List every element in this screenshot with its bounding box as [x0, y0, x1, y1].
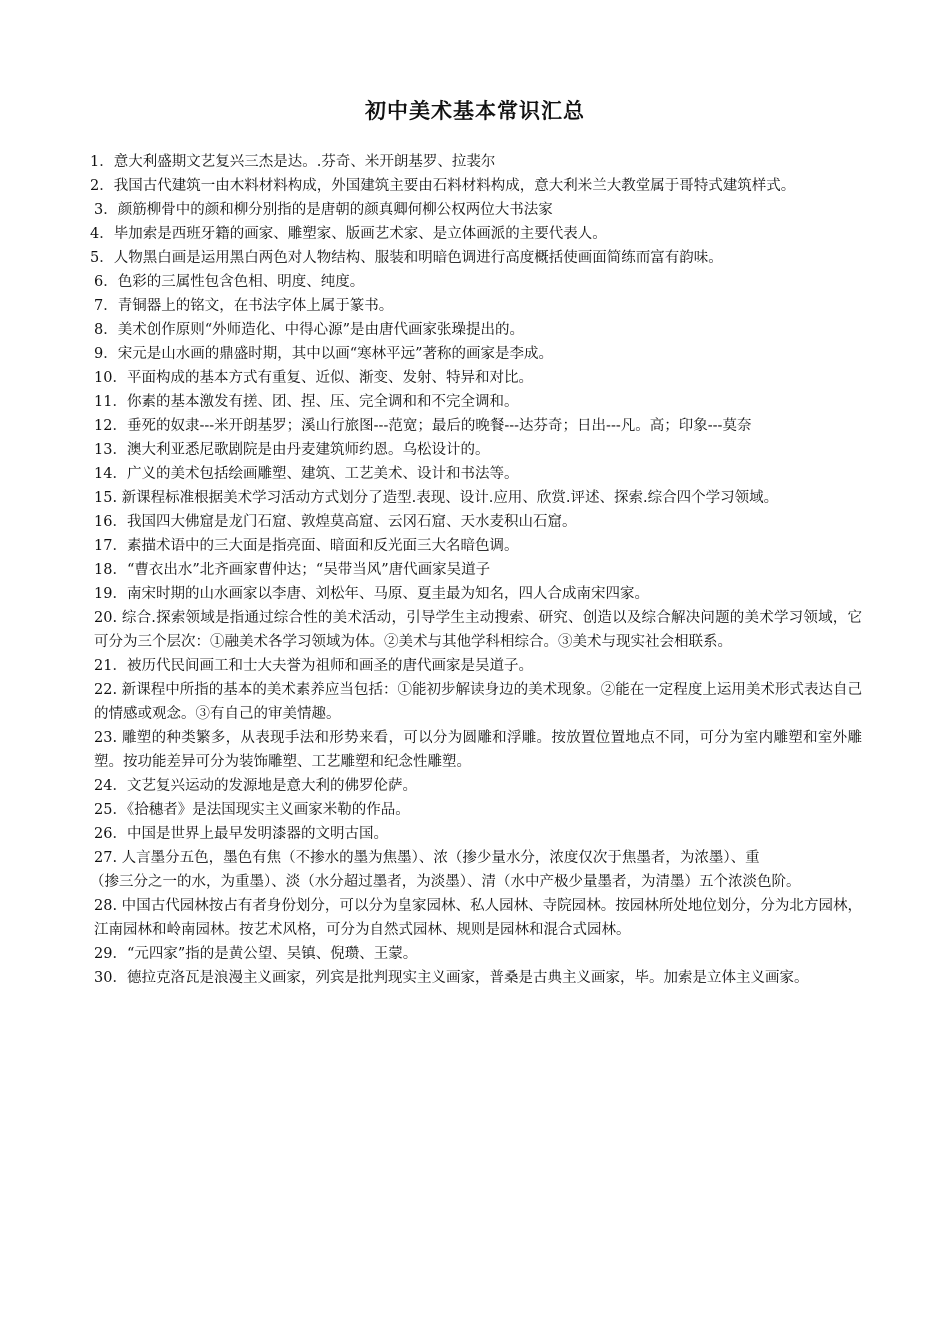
list-item: 9．宋元是山水画的鼎盛时期，其中以画“寒林平远”著称的画家是李成。 [94, 346, 554, 362]
list-item: 18．“曹衣出水”北齐画家曹仲达；“吴带当风”唐代画家吴道子 [94, 562, 491, 578]
list-item: 23. 雕塑的种类繁多，从表现手法和形势来看，可以分为圆雕和浮雕。按放置位置地点不同，可分为室内雕塑和室外雕塑。按功能差异可分为装饰雕塑、工艺雕塑和纪念性雕塑。 [94, 730, 862, 770]
list-item: 28. 中国古代园林按占有者身份划分，可以分为皇家园林、私人园林、寺院园林。按园林所处地位划分，分为北方园林，江南园林和岭南园林。按艺术风格，可分为自然式园林、规则是园林和混合式园林。 [94, 898, 862, 938]
list-item: 5．人物黑白画是运用黑白两色对人物结构、服装和明暗色调进行高度概括使画面简练而富有韵味。 [90, 250, 723, 266]
list-item: （掺三分之一的水，为重墨）、淡（水分超过墨者，为淡墨）、清（水中产极少量墨者，为清墨）五个浓淡色阶。 [90, 874, 801, 890]
list-item: 20. 综合.探索领域是指通过综合性的美术活动，引导学生主动搜索、研究、创造以及综合解决问题的美术学习领域，它可分为三个层次：①融美术各学习领域为体。②美术与其他学科相综合。③美术与现实社会相联系。 [94, 610, 862, 650]
list-item: 30．德拉克洛瓦是浪漫主义画家，列宾是批判现实主义画家，普桑是古典主义画家，毕。加索是立体主义画家。 [94, 970, 809, 986]
list-item: 6．色彩的三属性包含色相、明度、纯度。 [94, 274, 365, 290]
list-item: 1．意大利盛期文艺复兴三杰是达。.芬奇、米开朗基罗、拉裴尔 [90, 154, 496, 170]
list-item: 29．“元四家”指的是黄公望、吴镇、倪瓒、王蒙。 [94, 946, 418, 962]
document-title: 初中美术基本常识汇总 [365, 99, 585, 123]
list-item: 17．素描术语中的三大面是指亮面、暗面和反光面三大名暗色调。 [94, 538, 519, 554]
list-item: 16．我国四大佛窟是龙门石窟、敦煌莫高窟、云冈石窟、天水麦积山石窟。 [94, 514, 577, 530]
list-item: 3．颜筋柳骨中的颜和柳分别指的是唐朝的颜真卿何柳公权两位大书法家 [94, 202, 553, 218]
list-item: 10．平面构成的基本方式有重复、近似、渐变、发射、特异和对比。 [94, 370, 533, 386]
list-item: 2．我国古代建筑一由木料材料构成，外国建筑主要由石料材料构成，意大利米兰大教堂属于哥特式建筑样式。 [90, 178, 796, 194]
list-item: 8．美术创作原则“外师造化、中得心源”是由唐代画家张璪提出的。 [94, 322, 525, 338]
list-item: 27. 人言墨分五色，墨色有焦（不掺水的墨为焦墨）、浓（掺少量水分，浓度仅次于焦墨者，为浓墨）、重 [94, 850, 760, 866]
list-item: 15. 新课程标准根据美术学习活动方式划分了造型.表现、设计.应用、欣赏.评述、探索.综合四个学习领域。 [94, 490, 779, 506]
list-item: 19．南宋时期的山水画家以李唐、刘松年、马原、夏圭最为知名，四人合成南宋四家。 [94, 586, 649, 602]
list-item: 13．澳大利亚悉尼歌剧院是由丹麦建筑师约恩。乌松设计的。 [94, 442, 490, 458]
list-item: 21．被历代民间画工和士大夫誉为祖师和画圣的唐代画家是吴道子。 [94, 658, 533, 674]
list-item: 14．广义的美术包括绘画雕塑、建筑、工艺美术、设计和书法等。 [94, 466, 519, 482]
list-item: 24．文艺复兴运动的发源地是意大利的佛罗伦萨。 [94, 778, 417, 794]
list-item: 7．青铜器上的铭文，在书法字体上属于篆书。 [94, 298, 394, 314]
list-item: 4．毕加索是西班牙籍的画家、雕塑家、版画艺术家、是立体画派的主要代表人。 [90, 226, 607, 242]
document-body [90, 150, 862, 990]
list-item: 12．垂死的奴隶---米开朗基罗；溪山行旅图---范宽；最后的晚餐---达芬奇；日出---凡。高；印象---莫奈 [94, 418, 752, 434]
list-item: 26．中国是世界上最早发明漆器的文明古国。 [94, 826, 388, 842]
list-item: 25．《拾穗者》是法国现实主义画家米勒的作品。 [94, 802, 410, 818]
list-item: 22. 新课程中所指的基本的美术素养应当包括：①能初步解读身边的美术现象。②能在一定程度上运用美术形式表达自己的情感或观念。③有自己的审美情趣。 [94, 682, 862, 722]
list-item: 11．你素的基本激发有搓、团、捏、压、完全调和和不完全调和。 [94, 394, 519, 410]
